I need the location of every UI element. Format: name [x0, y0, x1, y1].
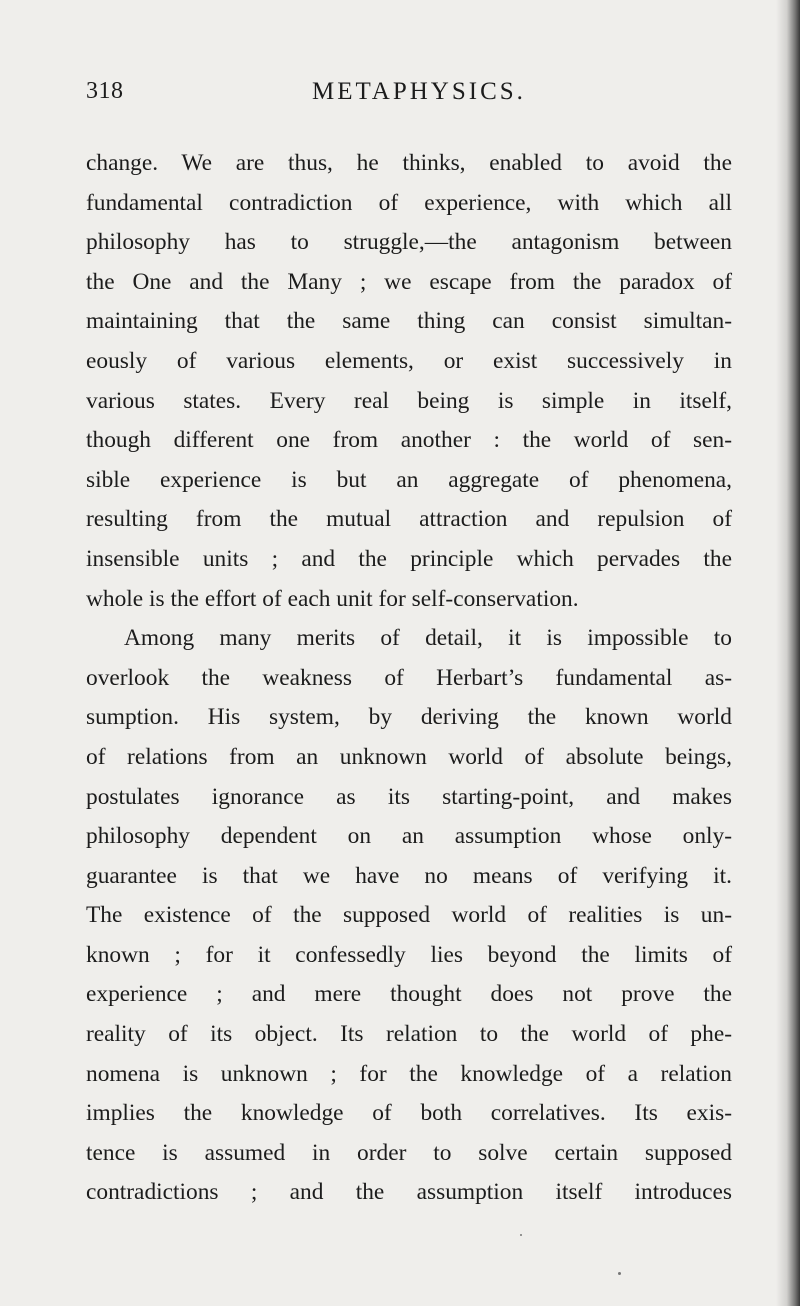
text-line: fundamental contradiction of experience, with which all	[86, 189, 732, 216]
text-line: postulates ignorance as its starting-point, and makes	[86, 783, 732, 810]
text-line: various states. Every real being is simple in itself,	[86, 387, 732, 414]
text-line: contradictions ; and the assumption itself introduces	[86, 1179, 732, 1206]
text-line: reality of its object. Its relation to the world of phe-	[86, 1021, 732, 1048]
text-line: of relations from an unknown world of absolute beings,	[86, 743, 732, 770]
text-line: change. We are thus, he thinks, enabled to avoid the	[86, 150, 732, 176]
text-line: The existence of the supposed world of realities is un-	[86, 902, 732, 929]
text-line: insensible units ; and the principle which pervades the	[86, 545, 732, 572]
text-line: guarantee is that we have no means of verifying it.	[86, 862, 732, 889]
body-text	[86, 144, 732, 1213]
page-edge-shadow	[776, 0, 800, 1306]
page-header	[86, 78, 730, 112]
text-line: nomena is unknown ; for the knowledge of a relation	[86, 1060, 732, 1087]
text-line: Among many merits of detail, it is impossible to	[124, 625, 732, 652]
text-line: the One and the Many ; we escape from the paradox of	[86, 268, 732, 295]
text-line: eously of various elements, or exist successively in	[86, 347, 732, 374]
text-line: resulting from the mutual attraction and repulsion of	[86, 506, 732, 533]
text-line: philosophy dependent on an assumption whose only-	[86, 823, 732, 850]
text-line: experience ; and mere thought does not prove the	[86, 981, 732, 1008]
text-line: overlook the weakness of Herbart’s fundamental as-	[86, 664, 732, 691]
paper-speck	[520, 1234, 522, 1236]
text-line: sible experience is but an aggregate of phenomena,	[86, 466, 732, 493]
text-line: implies the knowledge of both correlatives. Its exis-	[86, 1100, 732, 1127]
page-number: 318	[86, 78, 124, 104]
text-line: known ; for it confessedly lies beyond the limits of	[86, 941, 732, 968]
text-line: philosophy has to struggle,—the antagonism between	[86, 229, 732, 256]
text-line: sumption. His system, by deriving the known world	[86, 704, 732, 731]
running-title: METAPHYSICS.	[312, 78, 526, 105]
text-line: maintaining that the same thing can consist simultan-	[86, 308, 732, 335]
text-line: whole is the effort of each unit for self-conservation.	[86, 585, 579, 612]
paragraph-1	[86, 144, 732, 619]
paragraph-2	[86, 619, 732, 1213]
text-line: though different one from another : the world of sen-	[86, 427, 732, 454]
text-line: tence is assumed in order to solve certain supposed	[86, 1139, 732, 1166]
paper-speck	[618, 1272, 621, 1275]
